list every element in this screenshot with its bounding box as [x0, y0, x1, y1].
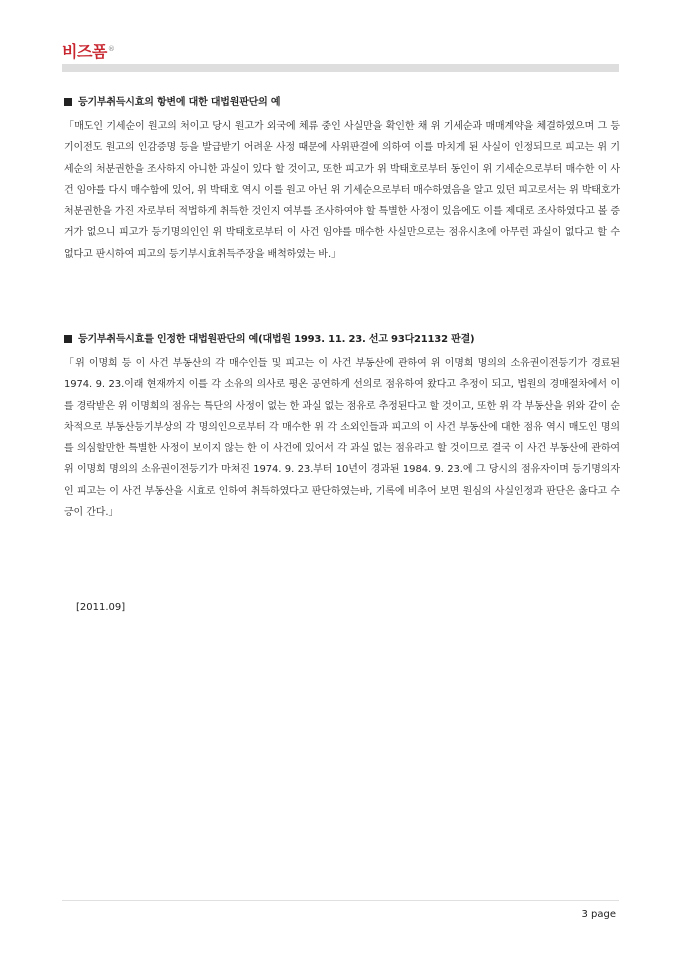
section-adverse-possession-rejected: [64, 96, 620, 265]
section-title: [64, 333, 620, 347]
section-title-text: 등기부취득시효를 인정한 대법원판단의 예(대법원 1993. 11. 23. 선고 93다21132 판결): [78, 334, 475, 345]
section-title: [64, 96, 620, 110]
bizform-logo: [62, 44, 114, 60]
section-body: 「위 이명희 등 이 사건 부동산의 각 매수인들 및 피고는 이 사건 부동산에 관하여 위 이명희 명의의 소유권이전등기가 경료된 1974. 9. 23.이래 현재까지 이를 각 소유의 의사로 평온 공연하게 선의로 점유하여 왔다고 추정이 되고, 법원의 경매절차에서 이를 경락받은 위 이명희의 점유는 특단의 사정이 없는 한 과실 없는 점유로 추정된다고 할 것이고, 또한 위 각 부동산을 위와 같이 순차적으로 부동산등기부상의 각 명의인으로부터 각 매수한 위 각 소외인들과 피고의 이 사건 부동산에 대한 점유 역시 매도인 명의를 의심할만한 특별한 사정이 보이지 않는 한 이 사건에 있어서 각 과실 없는 점유라고 할 것이므로 결국 이 사건 부동산에 관하여 위 이명희 명의의 소유권이전등기가 마쳐진 1974. 9. 23.부터 10년이 경과된 1984. 9. 23.에 그 당시의 점유자이며 등기명의자인 피고는 이 사건 부동산을 시효로 인하여 취득하였다고 판단하였는바, 기록에 비추어 보면 원심의 사실인정과 판단은 옳다고 수긍이 간다.」: [64, 358, 620, 519]
header-divider-bar: [62, 64, 619, 72]
logo-text: 비즈폼: [62, 42, 107, 61]
section-body: 「매도인 기세순이 원고의 처이고 당시 원고가 외국에 체류 중인 사실만을 확인한 채 위 기세순과 매매계약을 체결하였으며 그 등기이전도 원고의 인감증명 등을 발급받기 어려운 사정 때문에 사위판결에 의하여 이를 마치게 된 사실이 인정되므로 피고는 위 기세순의 처분권한을 조사하지 아니한 과실이 있다 할 것이고, 또한 피고가 위 박태호로부터 동인이 위 기세순으로부터 매수한 이 사건 임야를 다시 매수함에 있어, 위 박태호 역시 이를 원고 아닌 위 기세순으로부터 매수하였음을 알고 있던 피고로서는 위 박태호가 처분권한을 가진 자로부터 적법하게 취득한 것인지 여부를 조사하여야 할 특별한 사정이 있음에도 이를 제대로 조사하였다고 볼 증거가 없으니 피고가 등기명의인인 위 박태호로부터 이 사건 임야를 매수한 사실만으로는 점유시초에 아무런 과실이 없다고 할 수 없다고 판시하여 피고의 등기부시효취득주장을 배척하였는 바.」: [64, 121, 620, 260]
footer-divider: [62, 900, 619, 901]
page-number: 3 page: [581, 909, 616, 920]
section-adverse-possession-accepted: [64, 333, 620, 523]
document-date: [2011.09]: [76, 602, 126, 613]
square-bullet-icon: [64, 335, 72, 343]
registered-mark: ®: [107, 44, 115, 53]
section-title-text: 등기부취득시효의 항변에 대한 대법원판단의 예: [78, 97, 281, 108]
square-bullet-icon: [64, 98, 72, 106]
